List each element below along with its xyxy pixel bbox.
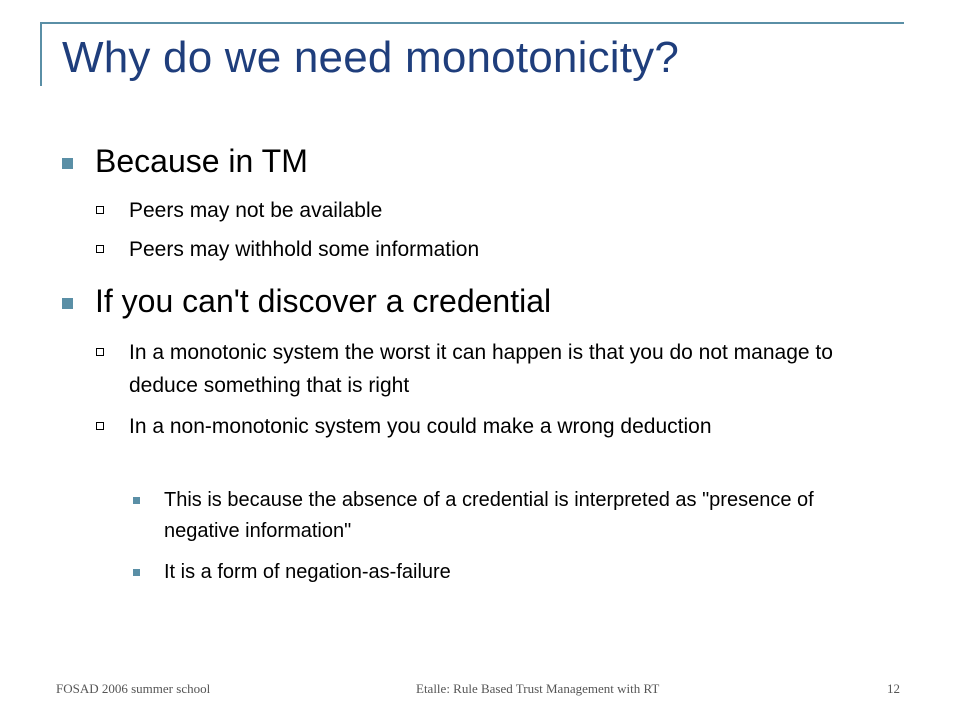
bullet-text: If you can't discover a credential: [95, 283, 552, 319]
sub-bullet-text: In a monotonic system the worst it can happen is that you do not manage to deduce something that is right: [129, 341, 833, 397]
hollow-square-bullet-icon: [96, 206, 104, 214]
slide-number: 12: [887, 681, 900, 696]
sub-sub-bullet-text: It is a form of negation-as-failure: [164, 561, 451, 583]
footer-event: FOSAD 2006 summer school: [56, 681, 211, 696]
hollow-square-bullet-icon: [96, 348, 104, 356]
square-bullet-icon: [62, 158, 73, 169]
small-square-bullet-icon: [133, 569, 140, 576]
square-bullet-icon: [62, 298, 73, 309]
small-square-bullet-icon: [133, 497, 140, 504]
sub-bullet-text: Peers may withhold some information: [129, 238, 480, 261]
title-frame-top-rule: [40, 22, 904, 24]
bullet-text: Because in TM: [95, 143, 308, 179]
sub-bullet-text: In a non-monotonic system you could make a wrong deduction: [129, 415, 712, 438]
sub-bullet-text: Peers may not be available: [129, 199, 383, 222]
slide-title: Why do we need monotonicity?: [62, 33, 680, 82]
hollow-square-bullet-icon: [96, 422, 104, 430]
title-frame-left-rule: [40, 22, 42, 86]
hollow-square-bullet-icon: [96, 245, 104, 253]
footer-talk-title: Etalle: Rule Based Trust Management with RT: [416, 681, 660, 696]
sub-sub-bullet-text: This is because the absence of a credential is interpreted as "presence of negative information": [164, 489, 814, 542]
